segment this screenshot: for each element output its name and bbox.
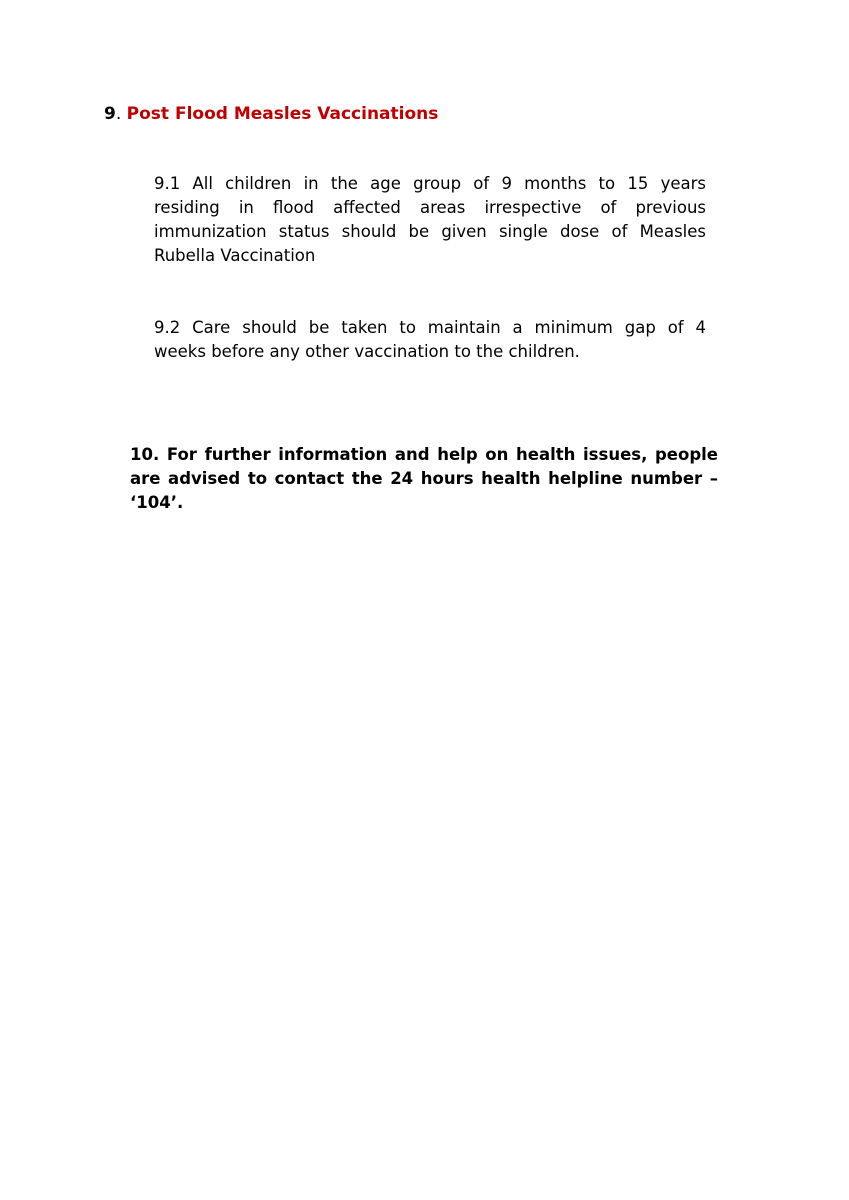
section-10-line: 10. For further information and help on health issues, people xyxy=(130,445,718,464)
section-10-paragraph xyxy=(130,443,718,515)
section-10-line: are advised to contact the 24 hours health helpline number – xyxy=(130,469,718,488)
section-9-title: Post Flood Measles Vaccinations xyxy=(126,104,439,124)
section-9-number: 9 xyxy=(104,104,116,124)
item-9-2-line: 9.2 Care should be taken to maintain a minimum gap of 4 xyxy=(154,318,706,337)
item-9-2-paragraph xyxy=(154,316,706,364)
item-9-1-line: 9.1 All children in the age group of 9 months to 15 years xyxy=(154,174,706,193)
section-10-line: ‘104’. xyxy=(130,493,184,512)
section-9-heading xyxy=(104,102,438,126)
item-9-1-line: Rubella Vaccination xyxy=(154,246,316,265)
item-9-1-line: residing in flood affected areas irrespective of previous xyxy=(154,198,706,217)
item-9-2-line: weeks before any other vaccination to the children. xyxy=(154,342,580,361)
item-9-1-line: immunization status should be given single dose of Measles xyxy=(154,222,706,241)
section-9-separator: . xyxy=(115,104,122,124)
item-9-1-paragraph xyxy=(154,172,706,268)
